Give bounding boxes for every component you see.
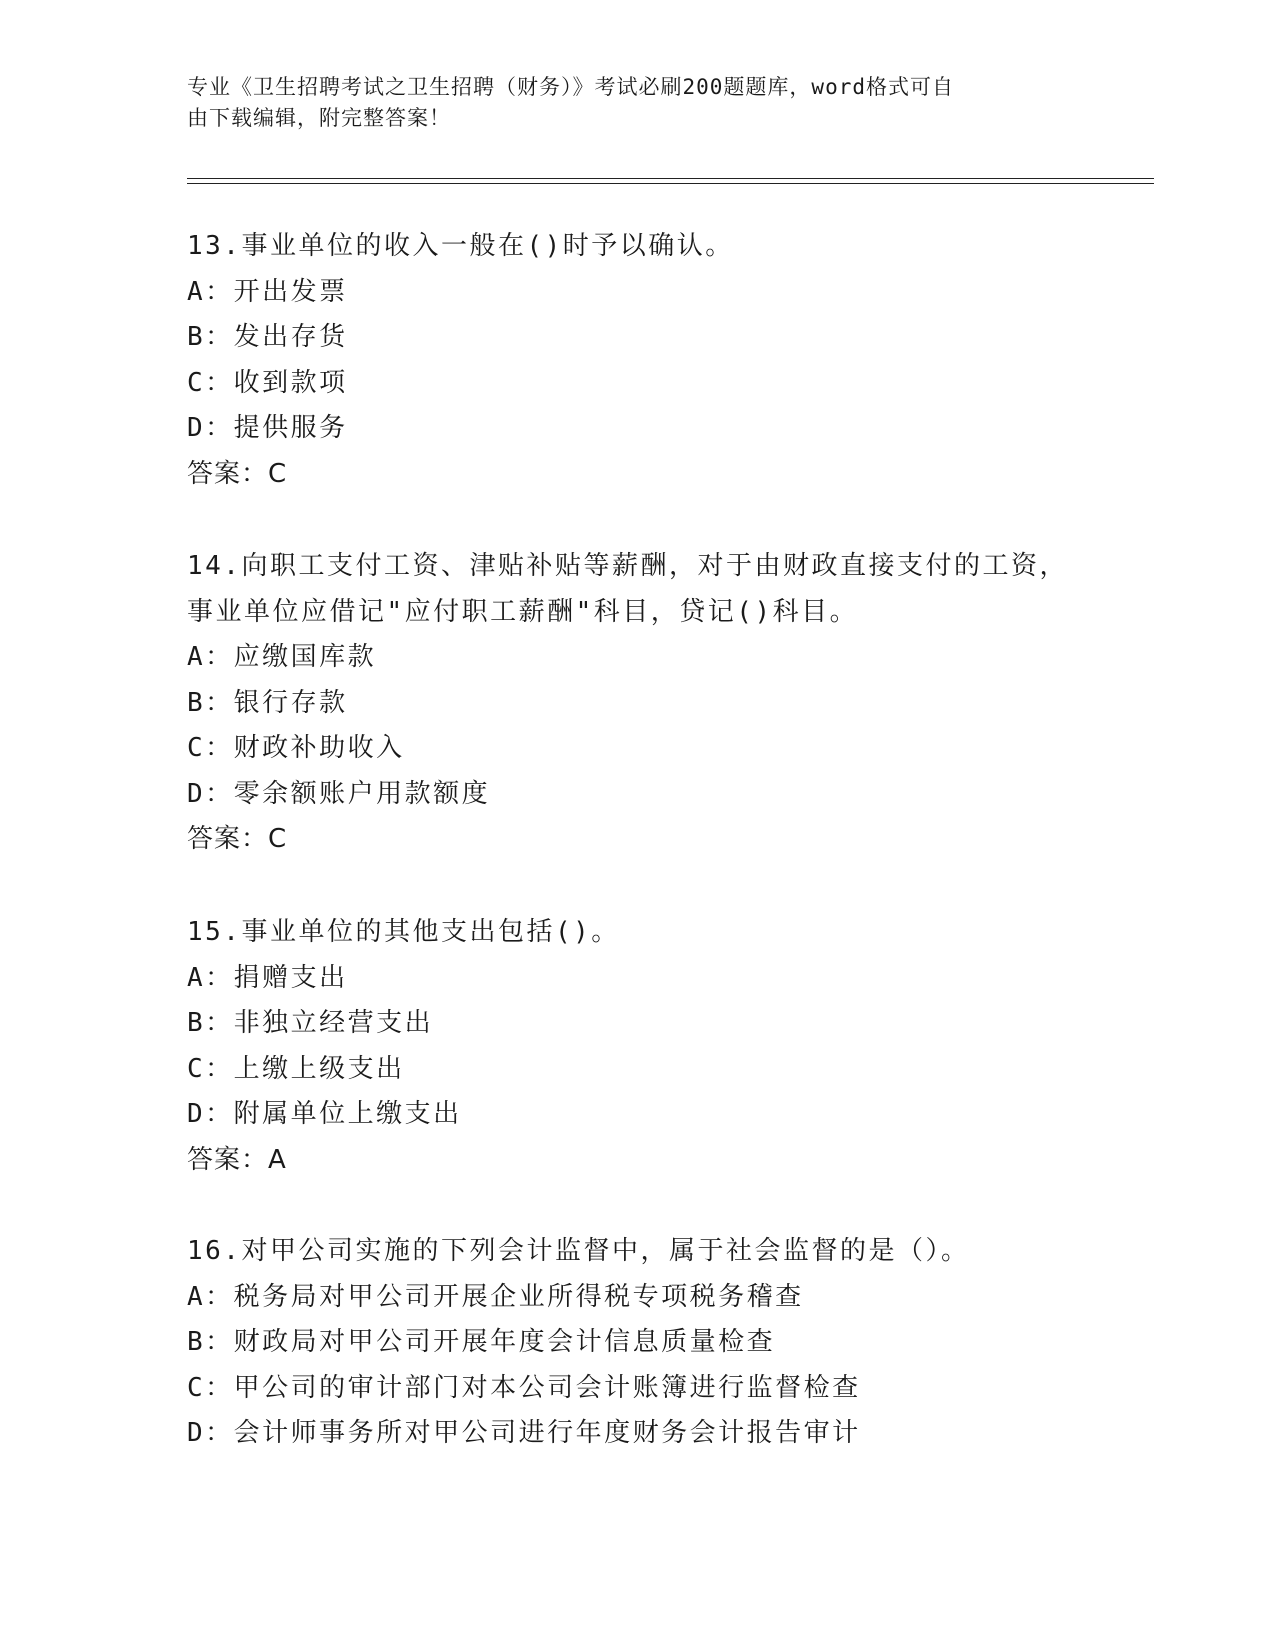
option-a: A：应缴国库款: [187, 642, 377, 672]
question-14: [187, 544, 1107, 863]
option-d: D：附属单位上缴支出: [187, 1099, 462, 1129]
question-15: [187, 910, 1107, 1183]
question-stem-line-2: 事业单位应借记"应付职工薪酬"科目，贷记()科目。: [187, 596, 859, 627]
option-c: C：财政补助收入: [187, 733, 405, 763]
option-b: B：非独立经营支出: [187, 1008, 434, 1038]
question-stem-line-1: 14.向职工支付工资、津贴补贴等薪酬，对于由财政直接支付的工资，: [187, 551, 1068, 581]
header-divider-top: [187, 178, 1154, 179]
header-divider-bottom: [187, 183, 1154, 184]
question-stem: 13.事业单位的收入一般在()时予以确认。: [187, 231, 734, 261]
option-b: B：发出存货: [187, 322, 348, 352]
option-d: D：会计师事务所对甲公司进行年度财务会计报告审计: [187, 1418, 861, 1448]
question-stem: 15.事业单位的其他支出包括()。: [187, 917, 620, 947]
question-16: [187, 1229, 1107, 1457]
option-b: B：银行存款: [187, 687, 348, 718]
option-a: A：开出发票: [187, 276, 348, 307]
answer: 答案：C: [187, 824, 288, 854]
option-c: C：甲公司的审计部门对本公司会计账簿进行监督检查: [187, 1372, 861, 1403]
option-d: D：零余额账户用款额度: [187, 778, 491, 809]
option-c: C：上缴上级支出: [187, 1053, 405, 1084]
question-13: [187, 224, 1107, 497]
answer: 答案：A: [187, 1144, 287, 1175]
option-b: B：财政局对甲公司开展年度会计信息质量检查: [187, 1327, 776, 1357]
option-c: C：收到款项: [187, 367, 348, 398]
question-stem: 16.对甲公司实施的下列会计监督中，属于社会监督的是（）。: [187, 1236, 970, 1266]
answer: 答案：C: [187, 458, 288, 489]
header-line-1: 专业《卫生招聘考试之卫生招聘（财务）》考试必刷200题题库，word格式可自: [187, 75, 954, 99]
header-line-2: 由下载编辑，附完整答案！: [187, 106, 451, 130]
document-header: [187, 72, 1067, 134]
option-d: D：提供服务: [187, 413, 348, 443]
option-a: A：捐赠支出: [187, 962, 348, 993]
option-a: A：税务局对甲公司开展企业所得税专项税务稽查: [187, 1281, 804, 1312]
